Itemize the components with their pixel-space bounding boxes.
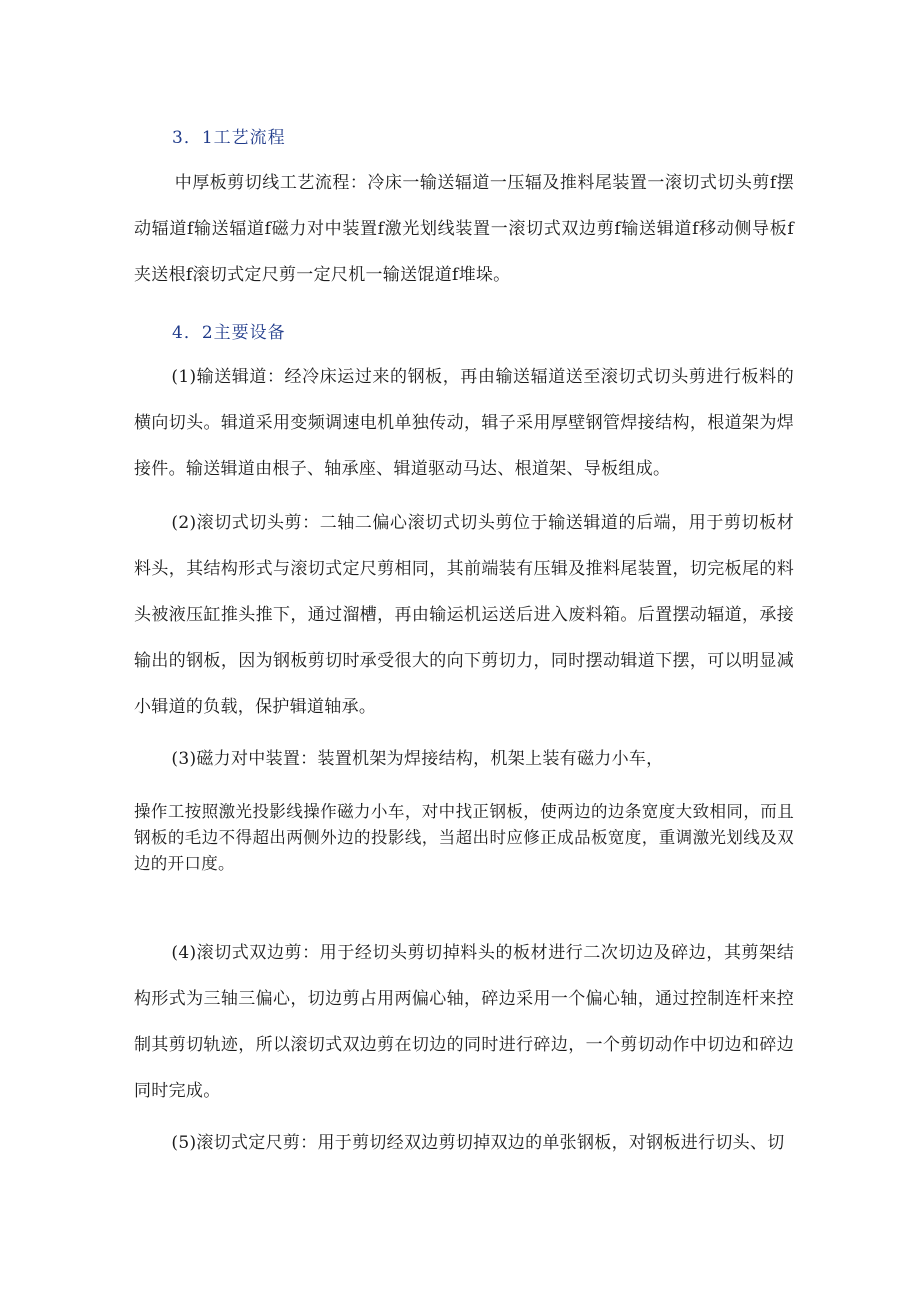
equipment-item-magnetic-centering-intro: (3)磁力对中装置：装置机架为焊接结构，机架上装有磁力小车， [171,749,664,769]
equipment-item-conveyor-roller: (1)输送辑道：经冷床运过来的钢板，再由输送辐道送至滚切式切头剪进行板料的横向切头。辑道采用变频调速电机单独传动，辑子采用厚壁钢管焊接结构，根道架为焊接件。输送辑道由根子、轴承座、辑道驱动马达、根道架、导板组成。 [134,367,794,479]
section-heading-process-flow: 3．1工艺流程 [172,128,286,148]
equipment-item-dividing-shear: (5)滚切式定尺剪：用于剪切经双边剪切掉双边的单张钢板，对钢板进行切头、切 [171,1133,785,1153]
equipment-item-double-side-shear: (4)滚切式双边剪：用于经切头剪切掉料头的板材进行二次切边及碎边，其剪架结构形式为三轴三偏心，切边剪占用两偏心轴，碎边采用一个偏心轴，通过控制连杆来控制其剪切轨迹，所以滚切式双边剪在切边的同时进行碎边，一个剪切动作中切边和碎边同时完成。 [134,943,794,1101]
equipment-item-magnetic-centering-body: 操作工按照激光投影线操作磁力小车，对中找正钢板，使两边的边条宽度大致相同，而且钢板的毛边不得超出两侧外边的投影线，当超出时应修正成品板宽度，重调激光划线及双边的开口度。 [134,802,794,873]
equipment-item-head-shear: (2)滚切式切头剪：二轴二偏心滚切式切头剪位于输送辑道的后端，用于剪切板材料头，其结构形式与滚切式定尺剪相同，其前端装有压辑及推料尾装置，切完板尾的料头被液压缸推头推下，通过溜槽，再由输运机运送后进入废料箱。后置摆动辐道，承接输出的钢板，因为钢板剪切时承受很大的向下剪切力，同时摆动辑道下摆，可以明显减小辑道的负载，保护辑道轴承。 [134,513,794,717]
process-flow-paragraph: 中厚板剪切线工艺流程：冷床一输送辐道一压辐及推料尾装置一滚切式切头剪f摆动辐道f输送辐道f磁力对中装置f激光划线装置一滚切式双边剪f输送辑道f移动侧导板f夹送根f滚切式定尺剪一定尺机一输送馄道f堆垛。 [134,173,794,285]
section-heading-main-equipment: 4．2主要设备 [172,323,286,343]
